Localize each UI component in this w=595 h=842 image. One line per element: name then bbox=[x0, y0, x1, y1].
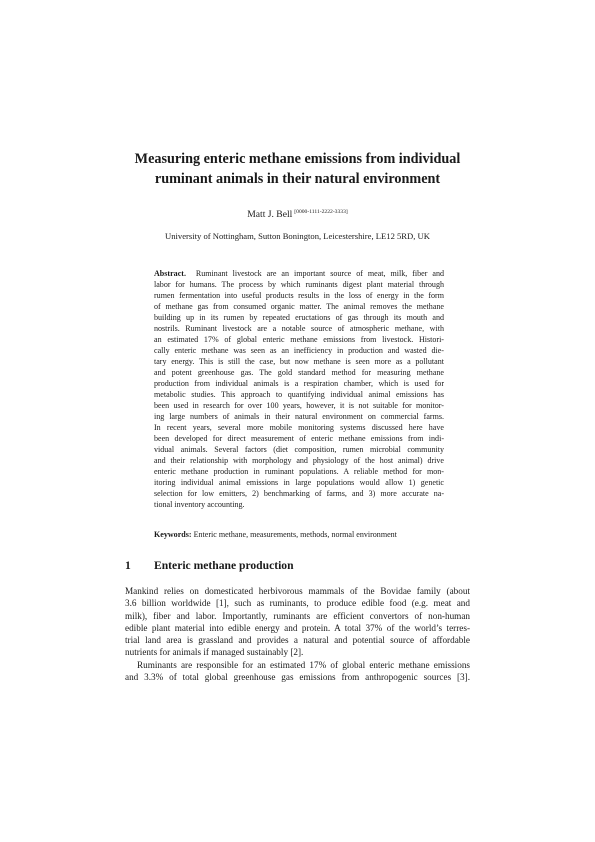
section-heading bbox=[125, 559, 294, 573]
abstract-line: labor for humans. The process by which ruminants digest plant material through bbox=[154, 279, 444, 289]
abstract-line-text: Ruminant livestock are an important source of meat, milk, fiber and bbox=[195, 269, 444, 278]
author-line bbox=[100, 206, 495, 221]
section-number: 1 bbox=[125, 559, 131, 572]
body-line: and 3.3% of total global greenhouse gas emissions from anthropogenic sources [3]. bbox=[125, 672, 470, 683]
abstract-line: In recent years, several more mobile monitoring systems discussed here have bbox=[154, 422, 444, 432]
abstract-line: and potent greenhouse gas. The gold standard method for measuring methane bbox=[154, 367, 444, 377]
abstract-line: of methane gas from consumed organic matter. The animal removes the methane bbox=[154, 301, 444, 311]
body-line: Mankind relies on domesticated herbivorous mammals of the Bovidae family (about bbox=[125, 586, 470, 596]
abstract-line: and their relationship with morphology and physiology of the host animal) drive bbox=[154, 455, 444, 465]
title-line: ruminant animals in their natural environment bbox=[154, 171, 441, 187]
abstract-line: ing large numbers of animals in their natural environment on commercial farms. bbox=[154, 411, 444, 421]
author-orcid: [0000-1111-2222-3333] bbox=[294, 209, 348, 215]
body-line: edible plant material into edible energy and protein. A total 37% of the world’s terres- bbox=[125, 622, 470, 633]
body-line: nutrients for animals if managed sustainably [2]. bbox=[125, 647, 304, 658]
title-line: Measuring enteric methane emissions from individual bbox=[134, 151, 461, 167]
abstract-line: enteric methane production in ruminant populations. A reliable method for mon- bbox=[154, 466, 444, 476]
abstract-line bbox=[154, 269, 444, 280]
abstract-line: been used in research for over 100 years, however, it is not suitable for monitor- bbox=[154, 400, 444, 410]
abstract-line: building up in its rumen by repeated eructations of gas through its mouth and bbox=[154, 312, 444, 322]
abstract-line: tary energy. This is still the case, but now methane is seen more as a pollutant bbox=[154, 356, 444, 366]
abstract-line: metabolic studies. This approach to quantifying individual animal emissions has bbox=[154, 389, 444, 399]
abstract-line: selection for low emitters, 2) benchmarking of farms, and 3) more accurate na- bbox=[154, 488, 444, 498]
abstract bbox=[154, 269, 444, 511]
abstract-line: itoring individual animal emissions in large populations would allow 1) genetic bbox=[154, 477, 444, 487]
abstract-line: cally enteric methane was seen as an inefficiency in production and wasted die- bbox=[154, 345, 444, 355]
abstract-line: rumen fermentation into useful products results in the loss of energy in the form bbox=[154, 290, 444, 300]
section-title: Enteric methane production bbox=[154, 559, 294, 572]
paper-title bbox=[100, 149, 495, 189]
keywords-text: Enteric methane, measurements, methods, normal environment bbox=[193, 530, 397, 539]
abstract-line: nostrils. Ruminant livestock are a notable source of atmospheric methane, with bbox=[154, 323, 444, 333]
body-line: Ruminants are responsible for an estimated 17% of global enteric methane emissions bbox=[137, 659, 470, 670]
author-name: Matt J. Bell bbox=[247, 209, 293, 220]
body-line: 3.6 billion worldwide [1], such as ruminants, to produce edible food (e.g. meat and bbox=[125, 598, 470, 609]
abstract-line: production from individual animals is a respiration chamber, which is used for bbox=[154, 378, 444, 388]
abstract-line: tional inventory accounting. bbox=[154, 499, 245, 509]
keywords bbox=[154, 529, 444, 540]
body-line: milk), fiber and labor. Importantly, ruminants are efficient convertors of non-human bbox=[125, 610, 470, 621]
keywords-label: Keywords: bbox=[154, 530, 192, 539]
affiliation: University of Nottingham, Sutton Bonington, Leicestershire, LE12 5RD, UK bbox=[165, 231, 430, 241]
body-text bbox=[125, 585, 470, 683]
abstract-line: been developed for direct measurement of enteric methane emissions from indi- bbox=[154, 433, 444, 443]
body-line: trial land area is grassland and provides a natural and potential source of affordable bbox=[125, 635, 470, 646]
abstract-line: an estimated 17% of global enteric methane emissions from livestock. Histori- bbox=[154, 334, 444, 344]
abstract-label: Abstract. bbox=[154, 269, 186, 278]
abstract-line: vidual animals. Several factors (diet composition, rumen microbial community bbox=[154, 444, 444, 454]
